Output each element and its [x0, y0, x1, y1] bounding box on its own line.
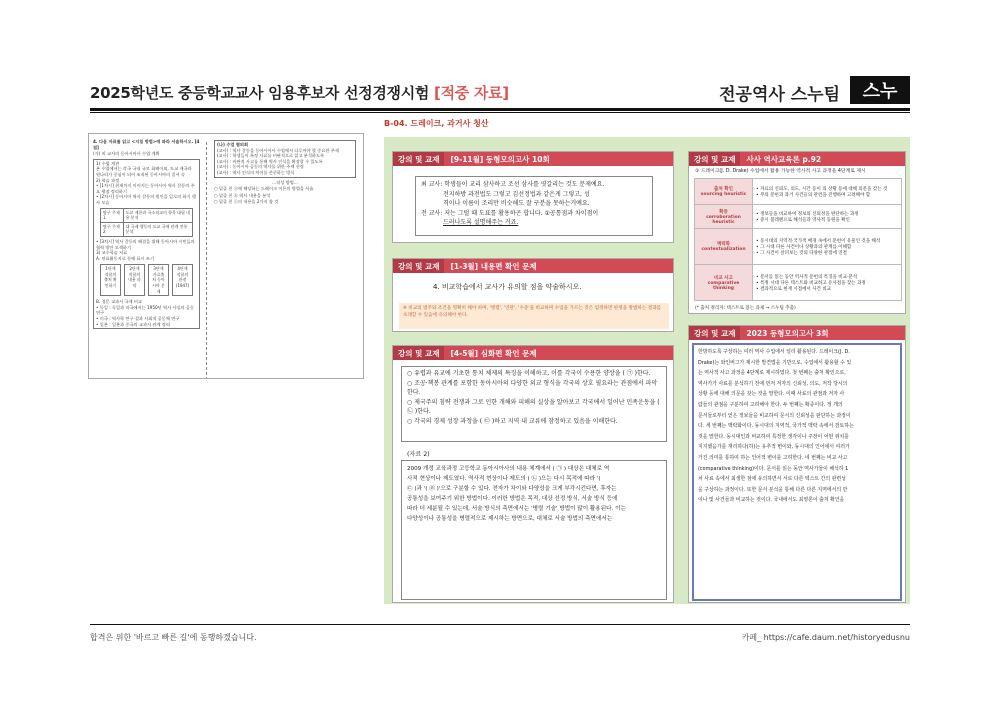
reference-box	[401, 460, 667, 600]
plan-label: (가) 비 교사의 동아시아사 수업 계획	[93, 151, 160, 157]
card-mock-exam-3	[688, 325, 906, 603]
card-note: ※ 비교의 범주와 조건을 명확히 해야 하며, '병렬', '연관', '수준'을 비교하며 수업을 가르는 것은 엄정하면 판정을 방법하는 결과를 초래할 수 있음에 유의해야 한다.	[399, 303, 669, 329]
header-rule-thin	[90, 112, 910, 113]
passage-line: 람들의 관점을 구분하여 고려해야 한다. 두 번째는 확증이다. 정 개의	[698, 401, 843, 408]
plan-line: 1) 수업 개관	[96, 160, 120, 166]
page-title	[90, 82, 509, 103]
dialog-line: 최 교사: 학생들이 교리 삼사하고 조선 삼사를 엿갈리는 것도 문제예요.	[421, 181, 605, 188]
passage-line: 문서들로부터 얻은 정보들을 비교하여 문서의 신뢰성을 판단하는 과정이	[698, 412, 851, 419]
card-intro: ① 드레이크(J. D. Drake) 수업에서 활용 가능한 역사적 사고 과정을 4단계로 제시	[695, 169, 866, 174]
meeting-line: (나) 수업 협의회	[217, 142, 249, 147]
plan-box	[93, 159, 200, 329]
card-tag: 강의 및 교재	[393, 152, 444, 166]
plan-line: • [2차시] 동아시아 역사 갈등의 원인을 일로의 하기 행사 모습	[96, 194, 196, 205]
step-desc: • 동시대의 지역적·국가적 배경 속에서 문헌이 유물인 것을 해석 • 그 시대 다른 사건이나 상황과의 관계를 이해함 • 그 사건이 살펴보는 것의 다양한 관점에 연결	[753, 229, 902, 265]
drake-steps-table	[694, 178, 902, 301]
step-name: 맥락화 contextualization	[695, 229, 753, 265]
card-tag: 강의 및 교재	[393, 346, 444, 360]
meeting-line: (교사) : 역사 인식의 차이를 존중하는 방식	[217, 169, 295, 175]
table-row	[695, 205, 902, 229]
flow-step-desc: 작품의 관점 (1947)	[175, 271, 190, 289]
reference-line: 다양성이나 공통성을 병렬적으로 제시하는 방면으로, 대체로 서술 방법의 측면에서는	[407, 516, 613, 522]
card-header	[689, 152, 905, 166]
meeting-line: (교사) : 역사 갈등을 동아시아사 수업에서 다루어야 할 중요한 주제	[217, 147, 339, 153]
method-line: ○ 밑줄 친 ⓐ에 해당하는 드레이크 이론의 방법을 서술	[214, 186, 314, 192]
passage-line: (comparative thinking)이다. 문서를 읽는 동안 역사가들이 해석하 1	[698, 465, 849, 472]
passage-line: 차 사료 속에서 최생한 점에 유의하면서 서로 다른 텍스트 간의 관련성	[698, 476, 846, 483]
flow-step-desc: 작품의 내용 파악	[128, 271, 141, 289]
flow-step-label: 1단계	[105, 266, 116, 272]
flow-step	[100, 264, 121, 296]
dialog-line: 전지하방 과전법도 그렇고 김선정법과 같은게 그렇고, 성	[443, 190, 590, 198]
passage-line: 다. 세 번째는 맥락화이다. 동시대의 지역적, 국가적 맥락 속에서 검토하는	[698, 423, 854, 430]
plan-line: A. 연표활동지로 등에 표시 쓰기	[96, 255, 154, 261]
step-name: 확증 corroboration heuristic	[695, 205, 753, 229]
card-header	[393, 346, 673, 360]
achievement-item: ○ 제국주의 침략 전쟁과 그로 인한 개해와 피해의 실상을 알아보고 각국에서 일어난 민족운동을 ( ㉡ )한다.	[407, 398, 660, 415]
passage-line: 역사가가 사료를 분석하기 전에 먼저 저자의 신뢰성, 의도, 저작 당시의	[698, 380, 848, 387]
flow-step-desc: 자료출처 동아시아 문제	[152, 271, 165, 294]
meeting-line: (교사) : 비판적 사고를 통해 역사 인식을 확장할 수 있도록	[217, 158, 323, 164]
flow-step-desc: 작품의 출처 확인하기	[104, 271, 117, 289]
flow-step	[172, 264, 193, 296]
topic-cell: 탐구 주제 2	[101, 222, 124, 236]
topic-table	[100, 208, 193, 237]
achievement-box	[401, 366, 667, 442]
plan-line: • [1차시] 현재까지 이어지는 동아시아 역사 갈등의 주요 쟁점 정리하기	[96, 183, 195, 194]
footer-cafe-link[interactable]: 카페_ https://cafe.daum.net/historyedusnu	[741, 633, 910, 642]
topic-cell: 도교 제한과 국소직교의 항목 대립 내용 분석	[123, 208, 192, 222]
dialog-line: 격이나 이름이 조리만 비슷해도 잘 구분을 못하는거예요.	[443, 200, 590, 207]
passage-line: 는 역사적 사고 과정을 4단계로 제시하였다. 첫 번째는 출처 확인으로,	[698, 370, 846, 377]
step-desc: • 정보들을 비교하여 정보의 신뢰성을 판단하는 과정 • 증시 불레렌으로 해석들과 역사적 동원을 확인	[753, 205, 902, 229]
reference-line: 공통성을 보여주기 위한 방법이다. 이러한 방법은 목적, 대상 선정 방식, 서술 방식 등에	[407, 496, 618, 502]
reference-line: 사적 현상이나 제도였다. 역사적 현상이나 제도의 ( ㉡ )으는 다시 목적에 따라 '(	[407, 476, 601, 482]
step-desc: • 자료의 신뢰도, 의도, 시간 등이 의 상황 등에 대해 의문을 갖는 것 • 무의 문헌과 과거 사건들의 관련을 진행하며 고려해야 함	[753, 179, 902, 205]
exam-page-thumbnail	[88, 133, 364, 379]
footer-slogan: 합격은 위한 '바르고 빠른 길'에 동행하겠습니다.	[90, 633, 257, 642]
reference-line: 2009 개정 교육과정 고등학교 동아시아사의 내용 체계에서 ( ㉠ ) 대상은 대체로 역	[407, 466, 610, 472]
flow-step	[148, 264, 169, 296]
card-label: [9-11월] 동형모의고사 10회	[450, 154, 550, 164]
page-header	[90, 76, 910, 106]
achievement-item: ○ 유렵과 유교에 기초한 통치 체제의 특징을 이해하고, 이를 각국이 수용한 양상을 ( ㉠ )한다.	[407, 370, 651, 377]
passage-line: 것을 말한다. 동시대인과 비교하여 특정한 생각이나 주장이 어떤 위치를	[698, 433, 849, 440]
flow-step-label: 3단계	[153, 266, 164, 272]
flow-step-label: 2단계	[129, 266, 140, 272]
card-header	[689, 326, 905, 340]
step-name: 비교 사고 comparative thinking	[695, 265, 753, 301]
reference-label: (자료 2)	[407, 451, 430, 458]
column-divider	[206, 142, 207, 379]
brand-name: 전공역사 스누팀	[719, 85, 840, 105]
card-advanced-check	[392, 345, 674, 603]
dialog-line: 드러나도록 설명해주는 거죠.	[443, 219, 519, 226]
card-label: [1-3월] 내용편 확인 문제	[450, 261, 537, 271]
card-mock-exam-10	[392, 151, 674, 243]
passage-line: 한방하도록 구상하는 여러 역사 수업에서 널리 활용된다. 드레이크(J. D.	[698, 349, 850, 355]
step-desc: • 문서를 읽는 동안 역사적 문헌의 특징을 비교·분석 • 특정 시대 다른 텍스트와 비교하고 유사점을 찾는 과정 • 결과적으로 현재 시점에서 사건 비교	[753, 265, 902, 301]
plan-line: 2) 학습 과정	[96, 177, 120, 183]
plan-line: 본 수업에서는 각국 국내 규모 화폐이외, 도교 제국과	[96, 166, 192, 172]
plan-line: B. 경문 교과서 국제 비교	[96, 299, 142, 305]
card-label: [4-5월] 심화편 확인 문제	[450, 348, 537, 358]
topic-cell: 대 국제 행동의 도교 국제 관계 전통 분석	[123, 222, 192, 236]
card-label: 사사 역사교육론 p.92	[746, 154, 822, 164]
card-tag: 강의 및 교재	[689, 152, 740, 166]
plan-line: • [3차시] 역사 갈등의 해결을 위해 동아시아 시민들의 협력 방안 모색하기	[96, 238, 195, 250]
title-main: 2025학년도 중등학교교사 임용후보자 선정경쟁시험	[90, 84, 435, 102]
passage-box	[692, 343, 902, 601]
topic-cell: 탐구 주제 1	[101, 208, 124, 222]
table-row	[695, 229, 902, 265]
flow-step-label: 4단계	[177, 266, 188, 272]
card-content-check	[392, 258, 674, 332]
reference-line: ㉢ )과 '( ㉣ )'으로 구분할 수 있다. 전자가 차이와 다양성을 크게 부각시킨다면, 후자는	[407, 486, 617, 492]
footer-rule	[90, 624, 910, 625]
plan-line: 3) 교수학습 자료	[96, 250, 128, 256]
section-label: B-04. 드레이크, 과거사 청산	[384, 119, 489, 128]
card-tag: 강의 및 교재	[689, 326, 740, 340]
method-line: ○ 밑줄 친 ⓑ 역사 내용을 분석	[214, 192, 271, 198]
flow-step	[124, 264, 145, 296]
passage-line: Drake)는 와인버그가 제시한 발견법을 기반으로, 수업에서 활용할 수 있	[698, 359, 852, 366]
table-row	[695, 265, 902, 301]
header-rule	[90, 108, 910, 111]
card-header	[393, 259, 673, 273]
meeting-line: (교사) : 동아시아 공동의 역사를 위한 주제 선정	[217, 164, 304, 170]
card-label: 2023 동형모의고사 3회	[746, 328, 829, 338]
passage-line: 지지했음가를 재리하다(하)는 유추적 변이와, 동시대의 인어에서 여러가	[698, 444, 850, 451]
step-name: 출처 확인 sourcing heuristic	[695, 179, 753, 205]
passage-line: 을 구상하는 과정이다. 또한 문서 분석을 통해 다른 다른 지역에서의 만	[698, 486, 848, 493]
title-accent: [적중 자료]	[434, 84, 509, 102]
plan-line: 원나라가 중심이 되어 조직된 동아시아의 질서 속	[96, 171, 185, 177]
card-footnote: (* 출처 정리자: 텍스트로 읽는 과제 → 스누팀 추출)	[695, 306, 796, 311]
card-history-education	[688, 151, 906, 314]
card-header	[393, 152, 673, 166]
table-row	[695, 179, 902, 205]
passage-line: 가진 의미를 통하여 하는 인어적 변이를 고려한다. 네 번째는 비교 사고	[698, 454, 848, 461]
reference-line: 따라 더 세분될 수 있는데, 서술 방식의 측면에서는 '병렬 기술' 방법이 많이 활용된다. 이는	[407, 506, 626, 512]
brand-logo: 스누	[850, 76, 910, 104]
dialog-box	[415, 176, 653, 236]
plan-line: • 독일 : 독일과 미국에서는 1950년 역사 사실의 공동연구	[96, 304, 195, 316]
meeting-box	[214, 140, 356, 178]
card-tag: 강의 및 교재	[393, 259, 444, 273]
plan-line: • 일본 : 일본과 중국의 교과서 관계 정리	[96, 321, 170, 327]
passage-line: 이나 및 사건들과 비교하는 것이다. 국내에서도 최영론이 출처 확인을	[698, 497, 845, 504]
method-line: ○ 밑줄 친 ⓒ의 내용을 2가지 쓸 것	[214, 199, 279, 205]
achievement-item: ○ 조공·책봉 관계를 포함한 동아시아의 다양한 외교 형식을 각국의 상호 필요라는 관점에서 파악한다.	[407, 379, 658, 396]
achievement-item: ○ 각국의 경제 성장 과정을 ( ㉢ )하고 지역 내 교류에 참정하고 있음을 이해한다.	[407, 417, 618, 425]
plan-line: • 미국 : 역사학 연구 결과 사회적 공동체 연구	[96, 316, 180, 322]
step-flow	[100, 264, 193, 296]
card-question: 4. 비교학습에서 교사가 유의할 점을 약술하시오.	[433, 283, 582, 291]
passage-line: 상황 등에 대해 의문을 갖는 것을 말한다. 이때 사료의 관점과 저자 사	[698, 391, 845, 398]
meeting-line: (교사) : 학생들이 특정 사료를 비판적으로 읽고 분석하도록	[217, 153, 325, 159]
dialog-line: 전 교사: 저는 그럴 때 도표를 활용하곤 합니다. ①공통점과 차이점이	[421, 209, 599, 217]
method-label: …작성 방법…	[272, 179, 298, 185]
question-title: 4. 다음 자료를 읽고 <지침 방법>에 따라 서술하시오. [4점]	[93, 139, 200, 150]
